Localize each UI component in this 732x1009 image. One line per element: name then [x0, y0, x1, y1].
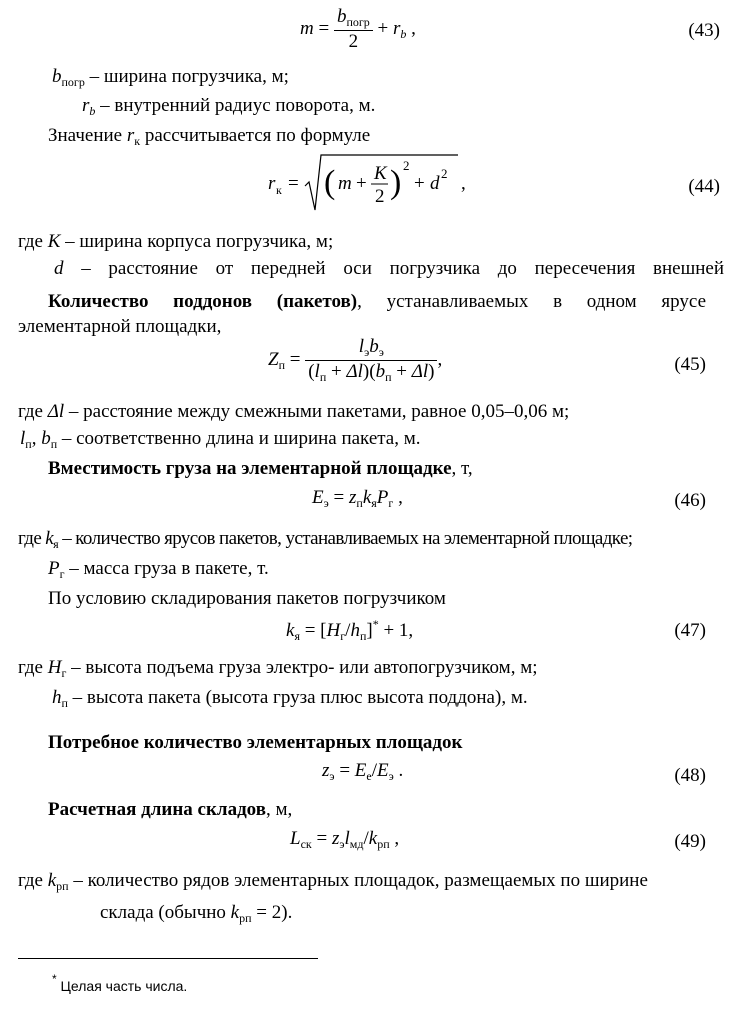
- svg-text:2: 2: [375, 186, 385, 207]
- footnote: * Целая часть числа.: [52, 972, 188, 994]
- svg-text:K: K: [374, 163, 387, 184]
- equation-48-number: (48): [674, 765, 706, 786]
- svg-text:(: (: [324, 164, 336, 201]
- equation-45: $Z_п$ = $\frac{l_эb_э}{(l_п + \Delta l)(b_п + \Delta l)}$ ,: [268, 336, 443, 384]
- equation-47: $k_я = [H_г/h_п]^* + 1$,: [286, 617, 414, 643]
- equation-49-number: (49): [674, 831, 706, 852]
- paragraph-45: Количество поддонов (пакетов), устанавливаемых в одном ярусе: [48, 291, 707, 312]
- paragraph-47: По условию складирования пакетов погрузчиком: [48, 588, 446, 609]
- svg-text:+: +: [356, 173, 367, 194]
- svg-text:2: 2: [403, 158, 410, 173]
- def-h-p: $h_п$ – высота пакета (высота груза плюс высота поддона), м.: [52, 687, 528, 710]
- footnote-separator: [18, 958, 318, 959]
- def-k-rp-note: склада (обычно $k_{рп} = 2$).: [100, 902, 293, 925]
- def-d: d – расстояние от передней оси погрузчика до пересечения внешней: [54, 258, 724, 279]
- equation-49: $L_{ск} = z_эl_{мд}/k_{рп}$ ,: [290, 828, 400, 851]
- paragraph-49: Расчетная длина складов, м,: [48, 799, 293, 820]
- svg-text:m: m: [338, 173, 352, 194]
- def-P-g: $P_г$ – масса груза в пакете, т.: [48, 558, 269, 581]
- def-b-pogr: $b_{погр}$ – ширина погрузчика, м;: [52, 66, 289, 89]
- eq43-lhs: m: [300, 17, 314, 39]
- equation-43: m = $\frac{b_{погр}}{2}$ + $r_b$ ,: [300, 6, 416, 52]
- def-K: где K – ширина корпуса погрузчика, м;: [18, 231, 334, 252]
- svg-text:2: 2: [441, 166, 448, 181]
- svg-text:+: +: [414, 173, 425, 194]
- def-k-ya: где $k_я$ – количество ярусов пакетов, устанавливаемых на элементарной площадке;: [18, 528, 633, 551]
- svg-text:r: r: [268, 173, 276, 194]
- eq44-graphic: [268, 152, 473, 214]
- svg-text:=: =: [288, 173, 299, 194]
- equation-46: $E_э = z_пk_яP_г$ ,: [312, 487, 403, 510]
- svg-text:,: ,: [461, 173, 466, 194]
- svg-text:d: d: [430, 173, 440, 194]
- def-k-rp: где $k_{рп}$ – количество рядов элементарных площадок, размещаемых по ширине: [18, 870, 648, 893]
- eq43-fraction: $\frac{b_{погр}}{2}$: [334, 6, 373, 53]
- equation-45-number: (45): [674, 354, 706, 375]
- equation-44-number: (44): [688, 176, 720, 197]
- equation-43-number: (43): [688, 20, 720, 41]
- def-H-g: где $H_г$ – высота подъема груза электро- или автопогрузчиком, м;: [18, 657, 538, 680]
- equation-47-number: (47): [674, 620, 706, 641]
- equation-48: $z_э = E_е/E_э$ .: [322, 760, 404, 783]
- eq45-fraction: $\frac{l_эb_э}{(l_п + \Delta l)(b_п + \Delta l)}$: [305, 336, 437, 385]
- def-lp-bp: $l_п$, $b_п$ – соответственно длина и ширина пакета, м.: [20, 428, 421, 451]
- def-delta-l: где Δl – расстояние между смежными пакетами, равное 0,05–0,06 м;: [18, 401, 570, 422]
- paragraph-45-line2: элементарной площадки,: [18, 316, 222, 337]
- svg-text:): ): [390, 164, 402, 201]
- paragraph-rk: Значение $r_к$ рассчитывается по формуле: [48, 125, 371, 148]
- svg-text:к: к: [276, 183, 282, 197]
- paragraph-48: Потребное количество элементарных площадок: [48, 732, 463, 753]
- paragraph-46: Вместимость груза на элементарной площадке, т,: [48, 458, 473, 479]
- def-rb: $r_b$ – внутренний радиус поворота, м.: [82, 95, 376, 118]
- equation-46-number: (46): [674, 490, 706, 511]
